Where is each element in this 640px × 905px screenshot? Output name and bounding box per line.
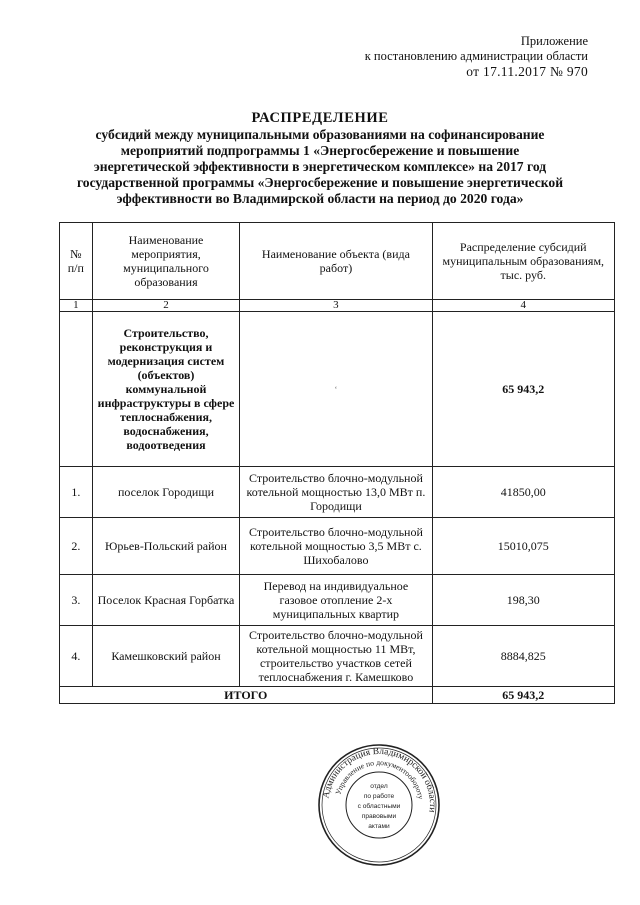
document-title (40, 110, 600, 207)
row-object: Строительство блочно-модульной котельной мощностью 11 МВт, строительство участков сетей теплоснабжения г. Камешково (240, 626, 432, 687)
total-amount: 65 943,2 (432, 687, 614, 704)
row-municipality: Камешковский район (92, 626, 240, 687)
row-municipality: Юрьев-Польский район (92, 518, 240, 575)
table-header-row (60, 223, 615, 300)
row-object: Строительство блочно-модульной котельной мощностью 13,0 МВт п. Городищи (240, 467, 432, 518)
header-amount: Распределение субсидий муниципальным образованиям, тыс. руб. (432, 223, 614, 300)
stamp-center-line-3: с областными (357, 803, 401, 810)
row-municipality: Поселок Красная Горбатка (92, 575, 240, 626)
title-line-5: эффективности во Владимирской области на период до 2020 года» (116, 191, 524, 206)
decree-date: 17.11.2017 (483, 64, 547, 79)
table-row (60, 518, 615, 575)
row-amount: 198,30 (432, 575, 614, 626)
row-object: Строительство блочно-модульной котельной мощностью 3,5 МВт с. Шихобалово (240, 518, 432, 575)
stamp-outer-text: Администрация Владимирской области (321, 746, 438, 813)
stamp-center-line-2: по работе (363, 793, 395, 800)
row-number: 3. (60, 575, 93, 626)
appendix-decree-ref: к постановлению администрации области (364, 49, 588, 63)
row-amount: 15010,075 (432, 518, 614, 575)
header-municipality: Наименование мероприятия, муниципального образования (92, 223, 240, 300)
table-row (60, 626, 615, 687)
header-number: № п/п (60, 223, 93, 300)
stamp-inner-text: Управление по документообороту (333, 757, 426, 801)
title-line-3: энергетической эффективности в энергетическом комплексе» на 2017 год (93, 159, 547, 174)
table-row (60, 467, 615, 518)
appendix-label: Приложение (520, 34, 588, 48)
table-row (60, 312, 615, 467)
title-line-2: мероприятий подпрограммы 1 «Энергосбережение и повышение (120, 143, 520, 158)
appendix-header (365, 34, 588, 79)
scan-mark: ‘ (334, 385, 338, 394)
table-row (60, 575, 615, 626)
column-number-3: 3 (240, 300, 432, 312)
row-amount: 41850,00 (432, 467, 614, 518)
row-object: Перевод на индивидуальное газовое отопление 2-х муниципальных квартир (240, 575, 432, 626)
appendix-date-line (365, 64, 588, 79)
number-prefix: № (549, 64, 564, 79)
decree-number: 970 (566, 64, 588, 79)
row-municipality: поселок Городищи (92, 467, 240, 518)
column-number-4: 4 (432, 300, 614, 312)
title-heading: РАСПРЕДЕЛЕНИЕ (251, 110, 389, 126)
stamp-center-line-4: правовыми (361, 813, 397, 820)
distribution-table (59, 222, 615, 704)
stamp-center-line-5: актами (368, 823, 390, 830)
total-row (60, 687, 615, 704)
stamp-center-line-1: отдел (370, 783, 388, 790)
column-number-1: 1 (60, 300, 93, 312)
group-name: Строительство, реконструкция и модернизация систем (объектов) коммунальной инфраструктуры в сфере теплоснабжения, водоснабжения, водоотведения (92, 312, 240, 467)
total-label: ИТОГО (60, 687, 433, 704)
group-number-cell (60, 312, 93, 467)
row-number: 1. (60, 467, 93, 518)
group-amount: 65 943,2 (432, 312, 614, 467)
row-amount: 8884,825 (432, 626, 614, 687)
office-stamp (316, 742, 442, 868)
title-line-1: субсидий между муниципальными образованиями на софинансирование (95, 127, 545, 142)
row-number: 4. (60, 626, 93, 687)
header-object: Наименование объекта (вида работ) (240, 223, 432, 300)
title-line-4: государственной программы «Энергосбережение и повышение энергетической (76, 175, 564, 190)
group-object-cell (240, 312, 432, 467)
date-prefix: от (466, 64, 480, 79)
column-numbers-row (60, 300, 615, 312)
column-number-2: 2 (92, 300, 240, 312)
row-number: 2. (60, 518, 93, 575)
